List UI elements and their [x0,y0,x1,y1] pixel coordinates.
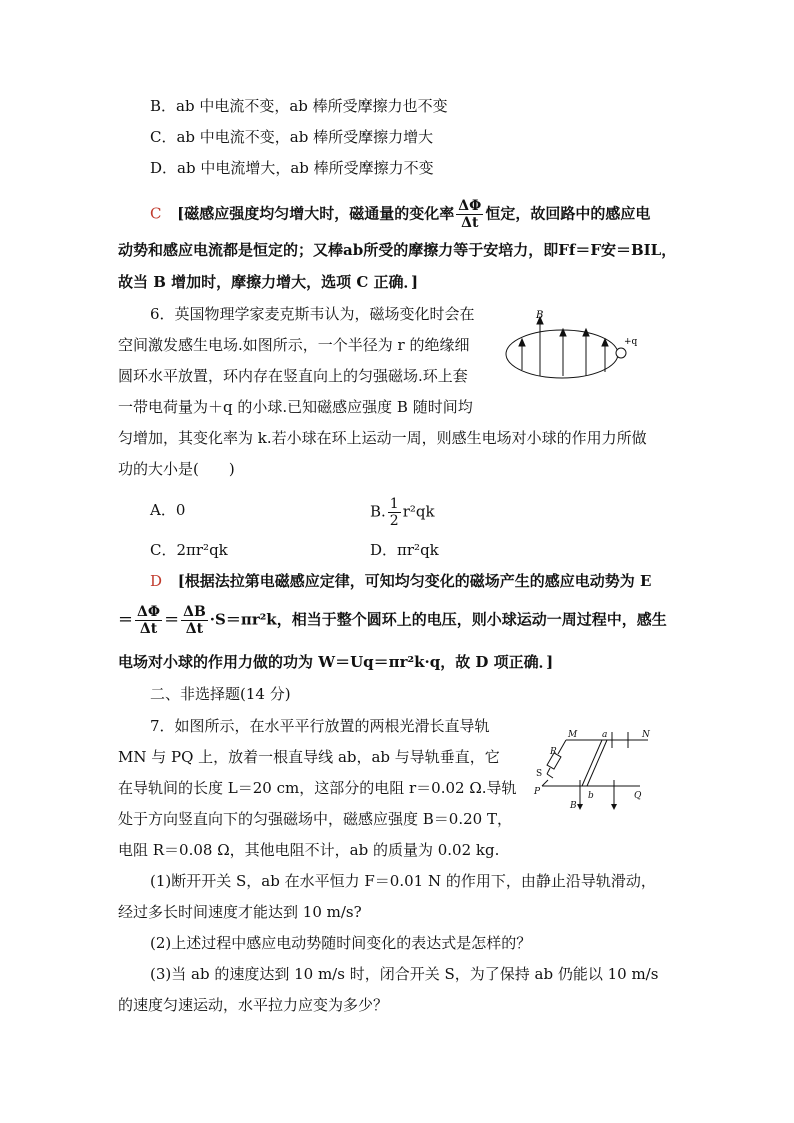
q5-flux-rate-fraction [456,198,483,231]
rail-circuit-figure [528,728,668,814]
q5-answer-part2: 恒定，故回路中的感应电 [485,204,651,223]
q5-option-b: B．ab 中电流不变，ab 棒所受摩擦力也不变 [150,97,448,115]
label-p: P [534,787,541,797]
fraction-numerator: ΔB [183,604,206,620]
q7-sub1-line2: 经过多长时间速度才能达到 10 m/s? [118,903,362,921]
label-r: R [550,747,557,757]
section-heading: 二、非选择题(14 分) [150,685,291,703]
flux-rate-fraction [135,604,162,637]
q7-sub2: (2)上述过程中感应电动势随时间变化的表达式是怎样的？ [150,934,532,952]
q7-line-5: 电阻 R＝0.08 Ω，其他电阻不计，ab 的质量为 0.02 kg. [118,841,500,859]
q7-sub3-line2: 的速度匀速运动，水平拉力应变为多少？ [118,996,389,1014]
q6-option-a: A．0 [150,501,186,519]
q6-option-d: D．πr²qk [370,541,439,559]
q5-answer-line3: 故当 B 增加时，摩擦力增大，选项 C 正确．] [118,273,419,291]
ring-magnetic-field-figure [500,306,650,396]
field-b-label: B [536,310,544,321]
fraction-denominator: 2 [389,513,399,529]
fraction-numerator: ΔΦ [458,198,482,214]
q6-answer-text-2: ·S＝πr²k，相当于整个圆环上的电压，则小球运动一周过程中，感生 [209,610,667,629]
label-q: Q [634,791,642,801]
q6-answer-line1 [150,571,651,591]
label-a: a [602,730,608,740]
q5-answer-line1 [150,198,650,231]
q7-line-3: 在导轨间的长度 L＝20 cm，这部分的电阻 r＝0.02 Ω.导轨 [118,779,517,797]
q7-line-4: 处于方向竖直向下的匀强磁场中，磁感应强度 B＝0.20 T， [118,810,512,828]
option-b-letter: B. [370,502,386,521]
q6-line-2: 空间激发感生电场.如图所示，一个半径为 r 的绝缘细 [118,336,470,354]
fraction-denominator: Δt [185,621,204,637]
q7-line-1: 7．如图所示，在水平平行放置的两根光滑长直导轨 [150,717,490,735]
q6-line-4: 一带电荷量为＋q 的小球.已知磁感应强度 B 随时间均 [118,398,473,416]
fraction-numerator: 1 [389,496,399,512]
q6-answer-line3: 电场对小球的作用力做的功为 W＝Uq＝πr²k·q，故 D 项正确．] [118,653,554,671]
q5-option-c: C．ab 中电流不变，ab 棒所受摩擦力增大 [150,128,434,146]
charge-label: +q [624,337,638,347]
q6-option-b [370,496,435,529]
fraction-numerator: ΔΦ [137,604,161,620]
q6-option-c: C．2πr²qk [150,541,228,559]
q6-answer-letter: D [150,572,163,590]
label-n: N [642,730,650,740]
fraction-denominator: Δt [461,215,479,231]
q5-option-d: D．ab 中电流增大，ab 棒所受摩擦力不变 [150,159,434,177]
label-b: b [588,791,594,801]
q5-answer-line2: 动势和感应电流都是恒定的；又棒ab所受的摩擦力等于安培力，即Ff＝F安＝BIL， [118,241,677,259]
label-field-b: B [570,801,577,811]
equals-sign: ＝ [164,610,180,629]
equals-sign: ＝ [118,610,134,629]
label-m: M [568,730,578,740]
field-rate-fraction [181,604,208,637]
q6-line-6: 功的大小是( ) [118,460,235,478]
option-b-expression: r²qk [402,502,435,521]
q5-answer-part1: [磁感应强度均匀增大时，磁通量的变化率 [177,204,455,223]
q6-answer-line2 [118,604,667,637]
q7-sub3-line1: (3)当 ab 的速度达到 10 m/s 时，闭合开关 S，为了保持 ab 仍能以 10 m/s [150,965,659,983]
q7-sub1-line1: (1)断开开关 S，ab 在水平恒力 F＝0.01 N 的作用下，由静止沿导轨滑动， [150,872,656,890]
q5-answer-letter: C [150,204,162,223]
one-half-fraction [388,496,401,529]
fraction-denominator: Δt [139,621,158,637]
q6-answer-text-1: [根据法拉第电磁感应定律，可知均匀变化的磁场产生的感应电动势为 E [177,572,652,590]
q7-line-2: MN 与 PQ 上，放着一根直导线 ab，ab 与导轨垂直，它 [118,748,500,766]
label-s: S [536,769,543,779]
q6-line-1: 6．英国物理学家麦克斯韦认为，磁场变化时会在 [150,305,475,323]
q6-line-3: 圆环水平放置，环内存在竖直向上的匀强磁场.环上套 [118,367,468,385]
q6-line-5: 匀增加，其变化率为 k.若小球在环上运动一周，则感生电场对小球的作用力所做 [118,429,647,447]
